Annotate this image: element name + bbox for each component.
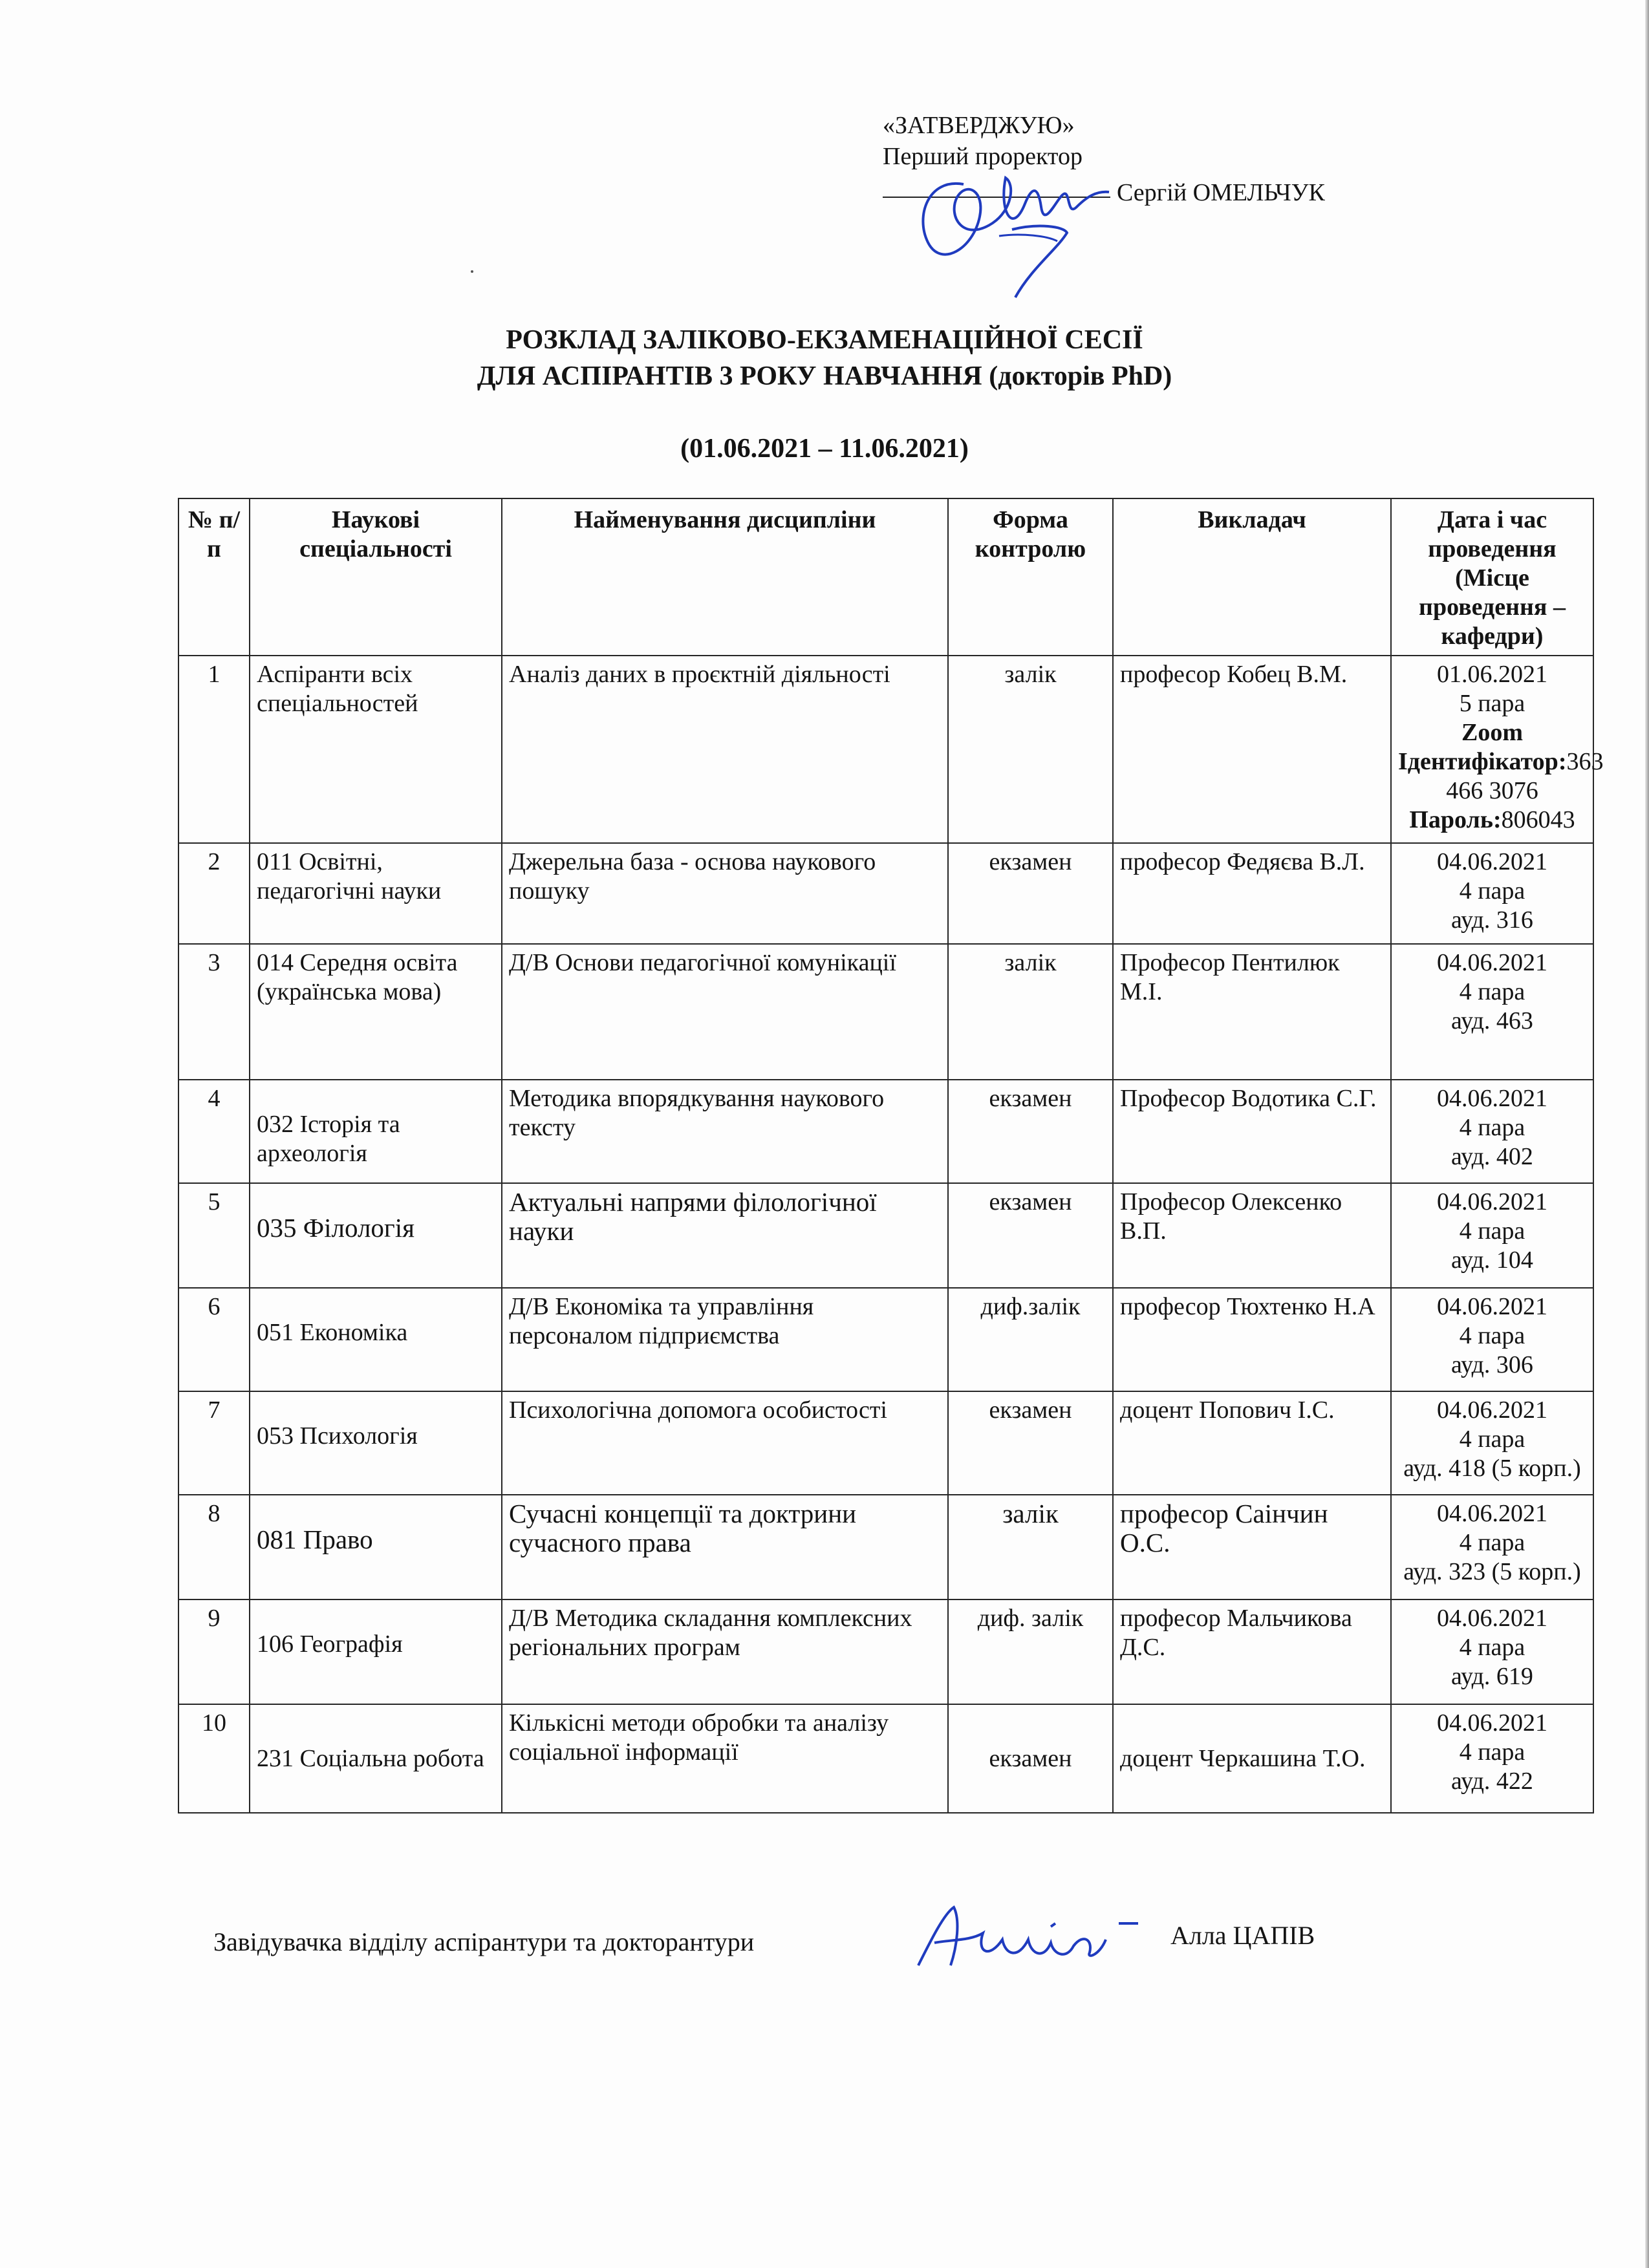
- header-teacher: Викладач: [1113, 498, 1391, 656]
- cell-teacher: доцент Черкашина Т.О.: [1113, 1704, 1391, 1813]
- title-line-2: ДЛЯ АСПІРАНТІВ 3 РОКУ НАВЧАННЯ (докторів PhD): [477, 361, 1172, 391]
- header-date: Дата і час проведення (Місце проведення – кафедри): [1391, 498, 1593, 656]
- cell-date: [1391, 1183, 1593, 1288]
- approval-position: Перший проректор: [883, 143, 1083, 170]
- cell-num: 6: [178, 1288, 250, 1391]
- cell-teacher: професор Тюхтенко Н.А: [1113, 1288, 1391, 1391]
- schedule-table: [178, 498, 1604, 1813]
- cell-discipline: Д/В Економіка та управління персоналом підприємства: [502, 1288, 948, 1391]
- cell-specialty: Аспіранти всіх спеціальностей: [250, 656, 502, 843]
- cell-discipline: Джерельна база - основа наукового пошуку: [502, 843, 948, 944]
- cell-num: 5: [178, 1183, 250, 1288]
- cell-specialty: 011 Освітні, педагогічні науки: [250, 843, 502, 944]
- date-value: 04.06.2021: [1437, 848, 1547, 875]
- zoom-id: 363 466 3076: [1446, 748, 1604, 804]
- date-value: 04.06.2021: [1437, 1605, 1547, 1632]
- head-signature: [905, 1894, 1151, 1978]
- date-value: 04.06.2021: [1437, 1709, 1547, 1737]
- date-value: 04.06.2021: [1437, 949, 1547, 976]
- date-pair: 4 пара: [1459, 1217, 1525, 1245]
- date-pair: 4 пара: [1459, 1529, 1525, 1556]
- cell-form: диф.залік: [948, 1288, 1113, 1391]
- cell-form: диф. залік: [948, 1599, 1113, 1704]
- date-room: ауд. 619: [1451, 1663, 1533, 1690]
- date-room: ауд. 306: [1451, 1351, 1533, 1378]
- cell-date: [1391, 944, 1593, 1080]
- date-value: 04.06.2021: [1437, 1293, 1547, 1320]
- cell-num: 8: [178, 1495, 250, 1599]
- cell-form: екзамен: [948, 1183, 1113, 1288]
- footer-position: Завідувачка відділу аспірантури та докторантури: [213, 1927, 755, 1956]
- cell-date: [1391, 843, 1593, 944]
- cell-teacher: Професор Водотика С.Г.: [1113, 1080, 1391, 1183]
- cell-specialty: 035 Філологія: [250, 1183, 502, 1288]
- date-pair: 5 пара: [1459, 690, 1525, 717]
- date-pair: 4 пара: [1459, 1114, 1525, 1141]
- cell-specialty: 014 Середня освіта (українська мова): [250, 944, 502, 1080]
- cell-teacher: Професор Олексенко В.П.: [1113, 1183, 1391, 1288]
- date-room: ауд. 402: [1451, 1143, 1533, 1170]
- table-row: [178, 1599, 1593, 1704]
- date-value: 04.06.2021: [1437, 1085, 1547, 1112]
- cell-discipline: Аналіз даних в проєктній діяльності: [502, 656, 948, 843]
- cell-specialty: 051 Економіка: [250, 1288, 502, 1391]
- cell-date: [1391, 1288, 1593, 1391]
- cell-date: [1391, 656, 1604, 843]
- date-value: 04.06.2021: [1437, 1500, 1547, 1527]
- table-row: [178, 1288, 1593, 1391]
- cell-discipline: Д/В Методика складання комплексних регіональних програм: [502, 1599, 948, 1704]
- date-room: ауд. 463: [1451, 1007, 1533, 1034]
- date-room: ауд. 422: [1451, 1768, 1533, 1795]
- cell-form: залік: [948, 656, 1113, 843]
- date-pair: 4 пара: [1459, 1634, 1525, 1661]
- cell-discipline: Методика впорядкування наукового тексту: [502, 1080, 948, 1183]
- date-value: 04.06.2021: [1437, 1188, 1547, 1215]
- cell-date: [1391, 1080, 1593, 1183]
- table-header-row: [178, 498, 1593, 656]
- footer-name: Алла ЦАПІВ: [1170, 1921, 1315, 1950]
- cell-discipline: Сучасні концепції та доктрини сучасного права: [502, 1495, 948, 1599]
- approval-label: «ЗАТВЕРДЖУЮ»: [883, 112, 1075, 139]
- cell-num: 1: [178, 656, 250, 843]
- title-line-1: РОЗКЛАД ЗАЛІКОВО-ЕКЗАМЕНАЦІЙНОЇ СЕСІЇ: [506, 325, 1143, 355]
- zoom-id-label: Ідентифікатор:: [1398, 748, 1567, 775]
- header-specialty: Наукові спеціальності: [250, 498, 502, 656]
- date-pair: 4 пара: [1459, 877, 1525, 904]
- cell-num: 4: [178, 1080, 250, 1183]
- cell-date: [1391, 1391, 1593, 1495]
- table-row: [178, 1704, 1593, 1813]
- cell-teacher: професор Федяєва В.Л.: [1113, 843, 1391, 944]
- date-room: ауд. 316: [1451, 906, 1533, 934]
- zoom-label: Zoom: [1461, 719, 1523, 746]
- cell-num: 7: [178, 1391, 250, 1495]
- cell-teacher: доцент Попович І.С.: [1113, 1391, 1391, 1495]
- cell-form: екзамен: [948, 1080, 1113, 1183]
- cell-teacher: професор Мальчикова Д.С.: [1113, 1599, 1391, 1704]
- cell-specialty: 053 Психологія: [250, 1391, 502, 1495]
- cell-specialty: 032 Історія та археологія: [250, 1080, 502, 1183]
- cell-form: екзамен: [948, 843, 1113, 944]
- cell-date: [1391, 1704, 1593, 1813]
- cell-discipline: Психологічна допомога особистості: [502, 1391, 948, 1495]
- zoom-pass-label: Пароль:: [1409, 806, 1502, 833]
- cell-discipline: Д/В Основи педагогічної комунікації: [502, 944, 948, 1080]
- cell-form: екзамен: [948, 1391, 1113, 1495]
- cell-discipline: Кількісні методи обробки та аналізу соціальної інформації: [502, 1704, 948, 1813]
- date-room: ауд. 104: [1451, 1246, 1533, 1274]
- cell-num: 10: [178, 1704, 250, 1813]
- cell-teacher: Професор Пентилюк М.І.: [1113, 944, 1391, 1080]
- date-value: 01.06.2021: [1437, 661, 1547, 688]
- header-discipline: Найменування дисципліни: [502, 498, 948, 656]
- cell-form: екзамен: [948, 1704, 1113, 1813]
- zoom-pass: 806043: [1501, 806, 1575, 833]
- cell-specialty: 106 Географія: [250, 1599, 502, 1704]
- date-pair: 4 пара: [1459, 1322, 1525, 1349]
- date-pair: 4 пара: [1459, 1426, 1525, 1453]
- header-num: № п/п: [178, 498, 250, 656]
- cell-num: 3: [178, 944, 250, 1080]
- cell-num: 2: [178, 843, 250, 944]
- cell-num: 9: [178, 1599, 250, 1704]
- title-period: (01.06.2021 – 11.06.2021): [680, 434, 969, 464]
- table-row: [178, 1183, 1593, 1288]
- cell-teacher: професор Кобец В.М.: [1113, 656, 1391, 843]
- date-room: ауд. 418 (5 корп.): [1403, 1455, 1581, 1482]
- cell-date: [1391, 1495, 1593, 1599]
- table-row: [178, 843, 1593, 944]
- header-form: Форма контролю: [948, 498, 1113, 656]
- date-pair: 4 пара: [1459, 978, 1525, 1005]
- table-row: [178, 944, 1593, 1080]
- table-row: [178, 1495, 1593, 1599]
- table-row: [178, 1080, 1593, 1183]
- date-pair: 4 пара: [1459, 1738, 1525, 1766]
- cell-form: залік: [948, 944, 1113, 1080]
- cell-discipline: Актуальні напрями філологічної науки: [502, 1183, 948, 1288]
- approver-signature: [902, 145, 1116, 301]
- cell-specialty: 231 Соціальна робота: [250, 1704, 502, 1813]
- scan-speck: [471, 270, 473, 273]
- cell-teacher: професор Саінчин О.С.: [1113, 1495, 1391, 1599]
- date-room: ауд. 323 (5 корп.): [1403, 1558, 1581, 1585]
- table-row: [178, 1391, 1593, 1495]
- approver-name: Сергій ОМЕЛЬЧУК: [1117, 179, 1325, 206]
- cell-specialty: 081 Право: [250, 1495, 502, 1599]
- table-row: [178, 656, 1593, 843]
- date-value: 04.06.2021: [1437, 1396, 1547, 1424]
- cell-form: залік: [948, 1495, 1113, 1599]
- cell-date: [1391, 1599, 1593, 1704]
